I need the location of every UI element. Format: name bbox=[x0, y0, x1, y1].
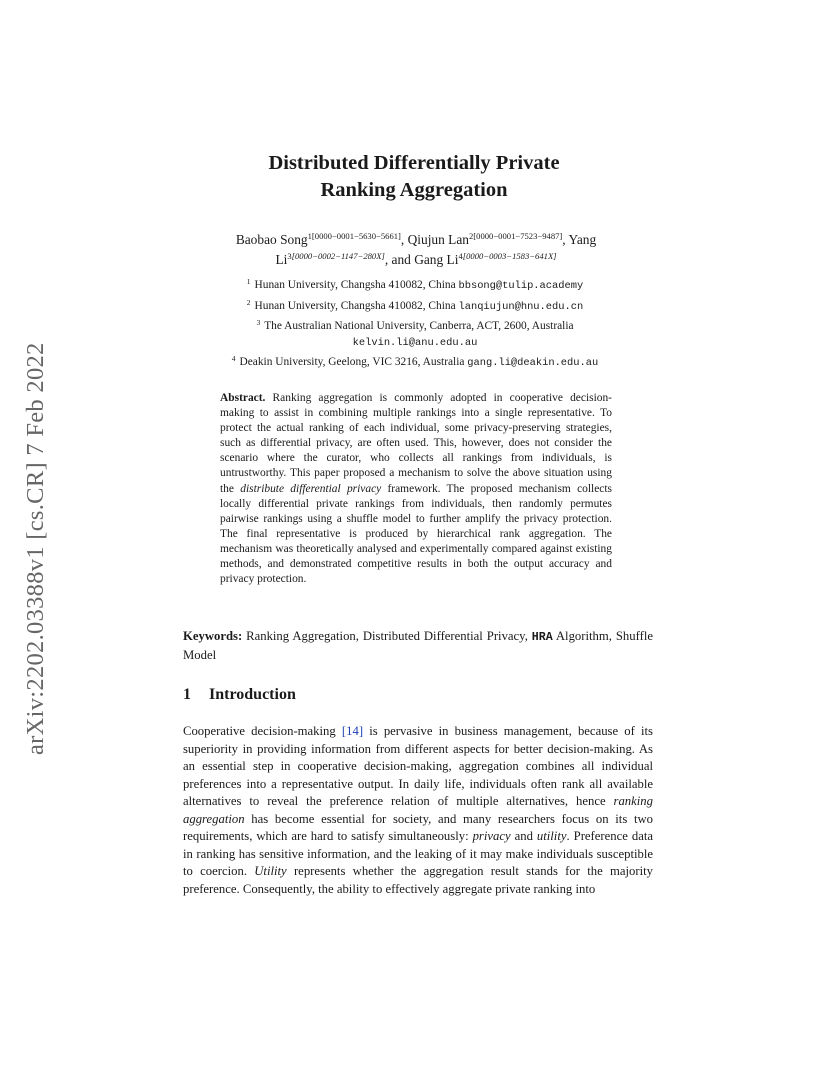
introduction-paragraph: Cooperative decision-making [14] is pervasive in business management, because of its superiority in providing information from different aspects for better decision-making. As an essential step in cooperative decision-making, aggregation combines all individual preferences into a representative output. In daily life, individuals often rank all available alternatives to reveal the preference relation of multiple alternatives, hence ranking aggregation has become essential for society, and many researchers focus on its two requirements, which are hard to satisfy simultaneously: privacy and utility. Preference data in ranking has sensitive information, and the leaking of it may make individuals susceptible to coercion. Utility represents whether the aggregation result stands for the majority preference. Consequently, the ability to effectively aggregate private ranking into bbox=[183, 724, 653, 896]
title-line-2: Ranking Aggregation bbox=[320, 179, 508, 201]
author-name: , Yang Li bbox=[275, 232, 597, 267]
affiliation: $^2$ Hunan University, Changsha 410082, China lanqiujun@hnu.edu.cn bbox=[246, 297, 584, 313]
author-email[interactable]: lanqiujun@hnu.edu.cn bbox=[458, 300, 584, 313]
affiliation-list bbox=[180, 274, 650, 372]
author-orcid: 2[0000−0001−7523−9487] bbox=[468, 231, 563, 241]
author-orcid: 3[0000−0002−1147−280X] bbox=[287, 251, 385, 261]
keywords-label: Keywords: bbox=[183, 629, 243, 643]
author-email[interactable]: kelvin.li@anu.edu.au bbox=[352, 336, 478, 349]
author-name: , Qiujun Lan bbox=[400, 232, 469, 247]
author-list bbox=[196, 228, 636, 268]
author-name: Baobao Song bbox=[235, 232, 308, 247]
paper-title bbox=[0, 150, 828, 204]
author-orcid: 4[0000−0003−1583−641X] bbox=[458, 251, 557, 261]
author-orcid: 1[0000−0001−5630−5661] bbox=[307, 231, 401, 241]
author-name: , and Gang Li bbox=[384, 252, 459, 267]
affiliation: $^4$ Deakin University, Geelong, VIC 3216, Australia gang.li@deakin.edu.au bbox=[231, 354, 599, 370]
arxiv-identifier: arXiv:2202.03388v1 [cs.CR] 7 Feb 2022 bbox=[22, 342, 49, 755]
abstract: Abstract. Ranking aggregation is commonly adopted in cooperative decision-making to assist in combining multiple rankings into a single representative. To protect the actual ranking of each individual, some privacy-preserving strategies, such as differential privacy, are often used. This, however, does not consider the scenario where the curator, who collects all rankings from individuals, is untrustworthy. This paper proposed a mechanism to solve the above situation using the distribute differential privacy framework. The proposed mechanism collects locally differential private rankings from individuals, then randomly permutes pairwise rankings using a shuffle model to further amplify the privacy protection. The final representative is produced by hierarchical rank aggregation. The mechanism was theoretically analysed and experimentally compared against existing methods, and demonstrated competitive results in both the output accuracy and privacy protection. bbox=[220, 392, 612, 586]
abstract-label: Abstract. bbox=[220, 392, 266, 404]
section-heading-introduction: 1 Introduction bbox=[183, 686, 296, 703]
citation-link[interactable]: [14] bbox=[341, 724, 364, 738]
author-email[interactable]: bbsong@tulip.academy bbox=[458, 280, 584, 292]
title-line-1: Distributed Differentially Private bbox=[268, 152, 560, 174]
affiliation: $^3$ The Australian National University, Canberra, ACT, 2600, Australia kelvin.li@anu.edu.au bbox=[256, 318, 574, 349]
affiliation: $^1$ Hunan University, Changsha 410082, China bbsong@tulip.academy bbox=[246, 277, 584, 292]
author-email[interactable]: gang.li@deakin.edu.au bbox=[467, 357, 599, 370]
keywords: Keywords: Ranking Aggregation, Distributed Differential Privacy, HRA Algorithm, Shuffle Model bbox=[183, 629, 653, 662]
